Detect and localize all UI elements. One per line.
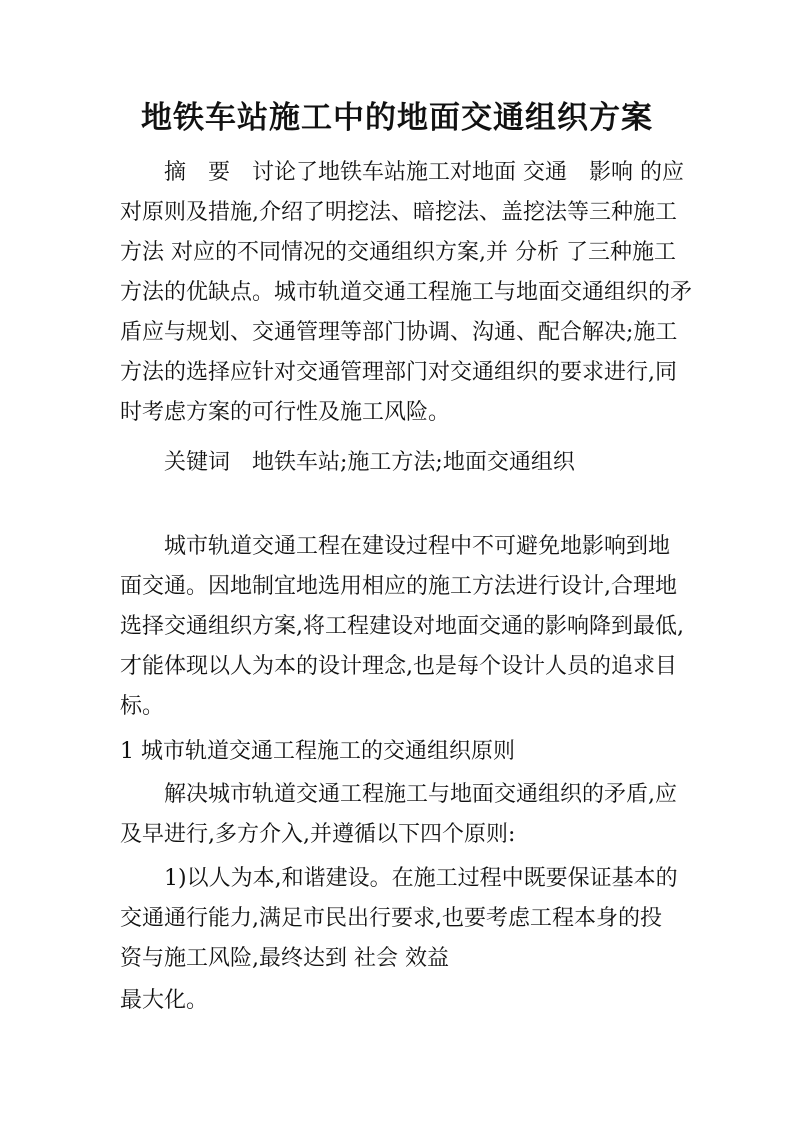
abstract-line-2: 对原则及措施,介绍了明挖法、暗挖法、盖挖法等三种施工: [120, 200, 677, 225]
section1-line-1: 解决城市轨道交通工程施工与地面交通组织的矛盾,应: [164, 782, 677, 807]
principle1-line-4: 最大化。: [120, 988, 209, 1013]
intro-line-3: 选择交通组织方案,将工程建设对地面交通的影响降到最低,: [120, 614, 684, 639]
abstract-line-7: 时考虑方案的可行性及施工风险。: [120, 400, 451, 425]
keywords-line: 关键词 地铁车站;施工方法;地面交通组织: [164, 450, 575, 475]
abstract-line-6: 方法的选择应针对交通管理部门对交通组织的要求进行,同: [120, 360, 677, 385]
document-title: 地铁车站施工中的地面交通组织方案: [141, 100, 653, 136]
intro-line-2: 面交通。因地制宜地选用相应的施工方法进行设计,合理地: [120, 574, 677, 599]
intro-line-1: 城市轨道交通工程在建设过程中不可避免地影响到地: [164, 534, 671, 559]
principle1-line-3: 资与施工风险,最终达到 社会 效益: [120, 946, 449, 971]
abstract-line-5: 盾应与规划、交通管理等部门协调、沟通、配合解决;施工: [120, 320, 678, 345]
section1-heading: 1 城市轨道交通工程施工的交通组织原则: [120, 739, 515, 764]
principle1-line-2: 交通通行能力,满足市民出行要求,也要考虑工程本身的投: [120, 906, 662, 931]
abstract-line-4: 方法的优缺点。城市轨道交通工程施工与地面交通组织的矛: [120, 280, 693, 305]
intro-line-5: 标。: [120, 694, 165, 719]
abstract-line-1: 摘 要 讨论了地铁车站施工对地面 交通 影响 的应: [164, 160, 684, 185]
principle1-line-1: 1)以人为本,和谐建设。在施工过程中既要保证基本的: [164, 866, 678, 891]
section1-line-2: 及早进行,多方介入,并遵循以下四个原则:: [120, 822, 516, 847]
intro-line-4: 才能体现以人为本的设计理念,也是每个设计人员的追求目: [120, 654, 677, 679]
abstract-line-3: 方法 对应的不同情况的交通组织方案,并 分析 了三种施工: [120, 240, 676, 265]
